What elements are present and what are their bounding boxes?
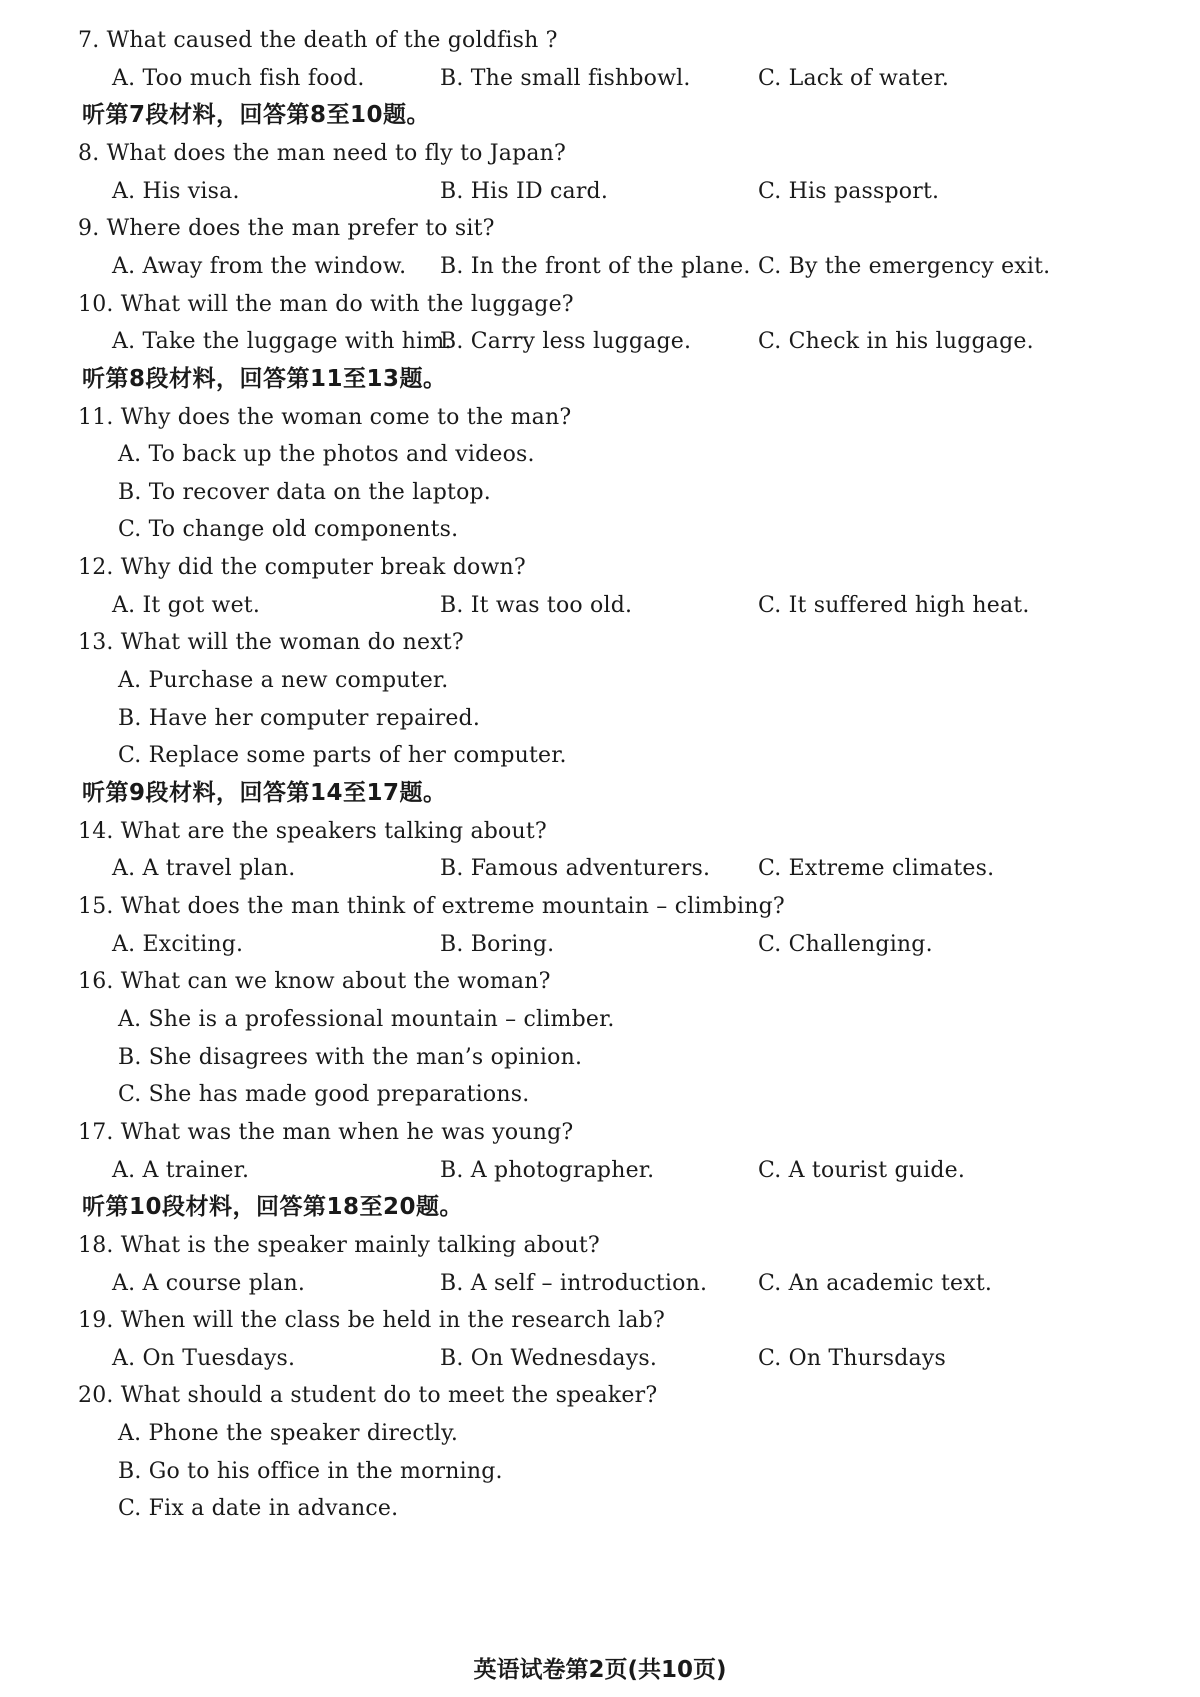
option-b: B. It was too old.	[440, 592, 633, 618]
question-text: 8. What does the man need to fly to Japan?	[78, 140, 567, 166]
options-row	[0, 848, 1200, 889]
option-text: A. Purchase a new computer.	[118, 668, 449, 693]
option-text: C. Replace some parts of her computer.	[118, 743, 567, 769]
option-line	[0, 698, 1200, 739]
options-row	[0, 171, 1200, 212]
option-b: B. On Wednesdays.	[440, 1345, 658, 1371]
option-line	[0, 1451, 1200, 1492]
option-text: A. To back up the photos and videos.	[118, 442, 535, 468]
options-row	[0, 321, 1200, 362]
question	[0, 397, 1200, 438]
option-c: C. An academic text.	[758, 1270, 993, 1296]
option-line	[0, 1413, 1200, 1454]
option-text: B. She disagrees with the man’s opinion.	[118, 1044, 583, 1070]
question	[0, 886, 1200, 927]
question	[0, 1112, 1200, 1153]
question	[0, 1300, 1200, 1341]
option-a: A. A travel plan.	[112, 856, 296, 882]
question-text: 20. What should a student do to meet the speaker?	[78, 1383, 658, 1409]
question	[0, 961, 1200, 1002]
option-c: C. Challenging.	[758, 931, 933, 957]
page-footer: 英语试卷第2页(共10页)	[473, 1657, 727, 1683]
option-b: B. His ID card.	[440, 178, 609, 204]
option-b: B. Carry less luggage.	[440, 329, 692, 355]
option-a: A. Take the luggage with him.	[112, 329, 452, 355]
question	[0, 284, 1200, 325]
option-b: B. In the front of the plane.	[440, 253, 751, 279]
question	[0, 1225, 1200, 1266]
options-row	[0, 1263, 1200, 1304]
question-text: 10. What will the man do with the luggage?	[78, 291, 574, 317]
question-text: 14. What are the speakers talking about?	[78, 818, 547, 844]
section-heading-text: 听第8段材料，回答第11至13题。	[82, 365, 447, 392]
options-row	[0, 246, 1200, 287]
question-text: 18. What is the speaker mainly talking about?	[78, 1232, 600, 1258]
option-text: B. Go to his office in the morning.	[118, 1458, 503, 1484]
option-c: C. On Thursdays	[758, 1345, 946, 1371]
option-a: A. Away from the window.	[112, 253, 407, 279]
option-a: A. On Tuesdays.	[112, 1345, 296, 1371]
question	[0, 622, 1200, 663]
option-a: A. Exciting.	[112, 931, 244, 957]
options-row	[0, 1150, 1200, 1191]
question-text: 17. What was the man when he was young?	[78, 1119, 574, 1145]
question-text: 12. Why did the computer break down?	[78, 555, 526, 581]
question-text: 7. What caused the death of the goldfish ?	[78, 28, 558, 53]
option-text: A. She is a professional mountain – climber.	[118, 1006, 615, 1032]
options-row	[0, 1338, 1200, 1379]
option-b: B. Famous adventurers.	[440, 856, 711, 882]
option-a: A. His visa.	[112, 178, 240, 204]
question-text: 11. Why does the woman come to the man?	[78, 404, 572, 430]
option-text: C. Fix a date in advance.	[118, 1496, 399, 1522]
question-text: 9. Where does the man prefer to sit?	[78, 216, 495, 242]
options-row	[0, 585, 1200, 626]
question	[0, 20, 1200, 61]
option-line	[0, 660, 1200, 701]
question-text: 15. What does the man think of extreme mountain – climbing?	[78, 893, 785, 919]
question	[0, 547, 1200, 588]
option-line	[0, 999, 1200, 1040]
option-line	[0, 1037, 1200, 1078]
option-b: B. Boring.	[440, 931, 555, 957]
option-c: C. His passport.	[758, 178, 940, 204]
option-b: B. The small fishbowl.	[440, 65, 691, 91]
section-heading-text: 听第9段材料，回答第14至17题。	[82, 780, 447, 806]
option-a: A. Too much fish food.	[112, 65, 365, 91]
question	[0, 208, 1200, 249]
section-heading	[0, 359, 1200, 400]
option-line	[0, 735, 1200, 776]
section-heading	[0, 773, 1200, 814]
option-line	[0, 434, 1200, 475]
option-text: B. Have her computer repaired.	[118, 705, 481, 731]
question	[0, 1375, 1200, 1416]
options-row	[0, 58, 1200, 99]
option-c: C. Check in his luggage.	[758, 329, 1034, 355]
option-text: C. She has made good preparations.	[118, 1082, 530, 1108]
option-a: A. A course plan.	[112, 1270, 306, 1296]
option-line	[0, 1488, 1200, 1529]
option-c: C. By the emergency exit.	[758, 253, 1051, 279]
option-line	[0, 1074, 1200, 1115]
option-text: A. Phone the speaker directly.	[118, 1421, 459, 1446]
question-text: 16. What can we know about the woman?	[78, 969, 551, 995]
option-c: C. Lack of water.	[758, 65, 950, 91]
question-text: 19. When will the class be held in the research lab?	[78, 1308, 665, 1334]
option-text: B. To recover data on the laptop.	[118, 479, 491, 505]
option-line	[0, 509, 1200, 550]
section-heading	[0, 95, 1200, 136]
option-b: B. A photographer.	[440, 1157, 655, 1183]
question	[0, 133, 1200, 174]
option-text: C. To change old components.	[118, 517, 459, 543]
option-b: B. A self – introduction.	[440, 1270, 708, 1296]
section-heading-text: 听第7段材料，回答第8至10题。	[82, 102, 431, 129]
question-text: 13. What will the woman do next?	[78, 630, 464, 656]
option-c: C. It suffered high heat.	[758, 592, 1030, 618]
option-a: A. It got wet.	[112, 592, 261, 618]
section-heading	[0, 1187, 1200, 1228]
options-row	[0, 924, 1200, 965]
question	[0, 811, 1200, 852]
option-line	[0, 472, 1200, 513]
option-c: C. A tourist guide.	[758, 1157, 966, 1183]
section-heading-text: 听第10段材料，回答第18至20题。	[82, 1194, 464, 1221]
option-c: C. Extreme climates.	[758, 856, 995, 882]
option-a: A. A trainer.	[112, 1157, 250, 1183]
